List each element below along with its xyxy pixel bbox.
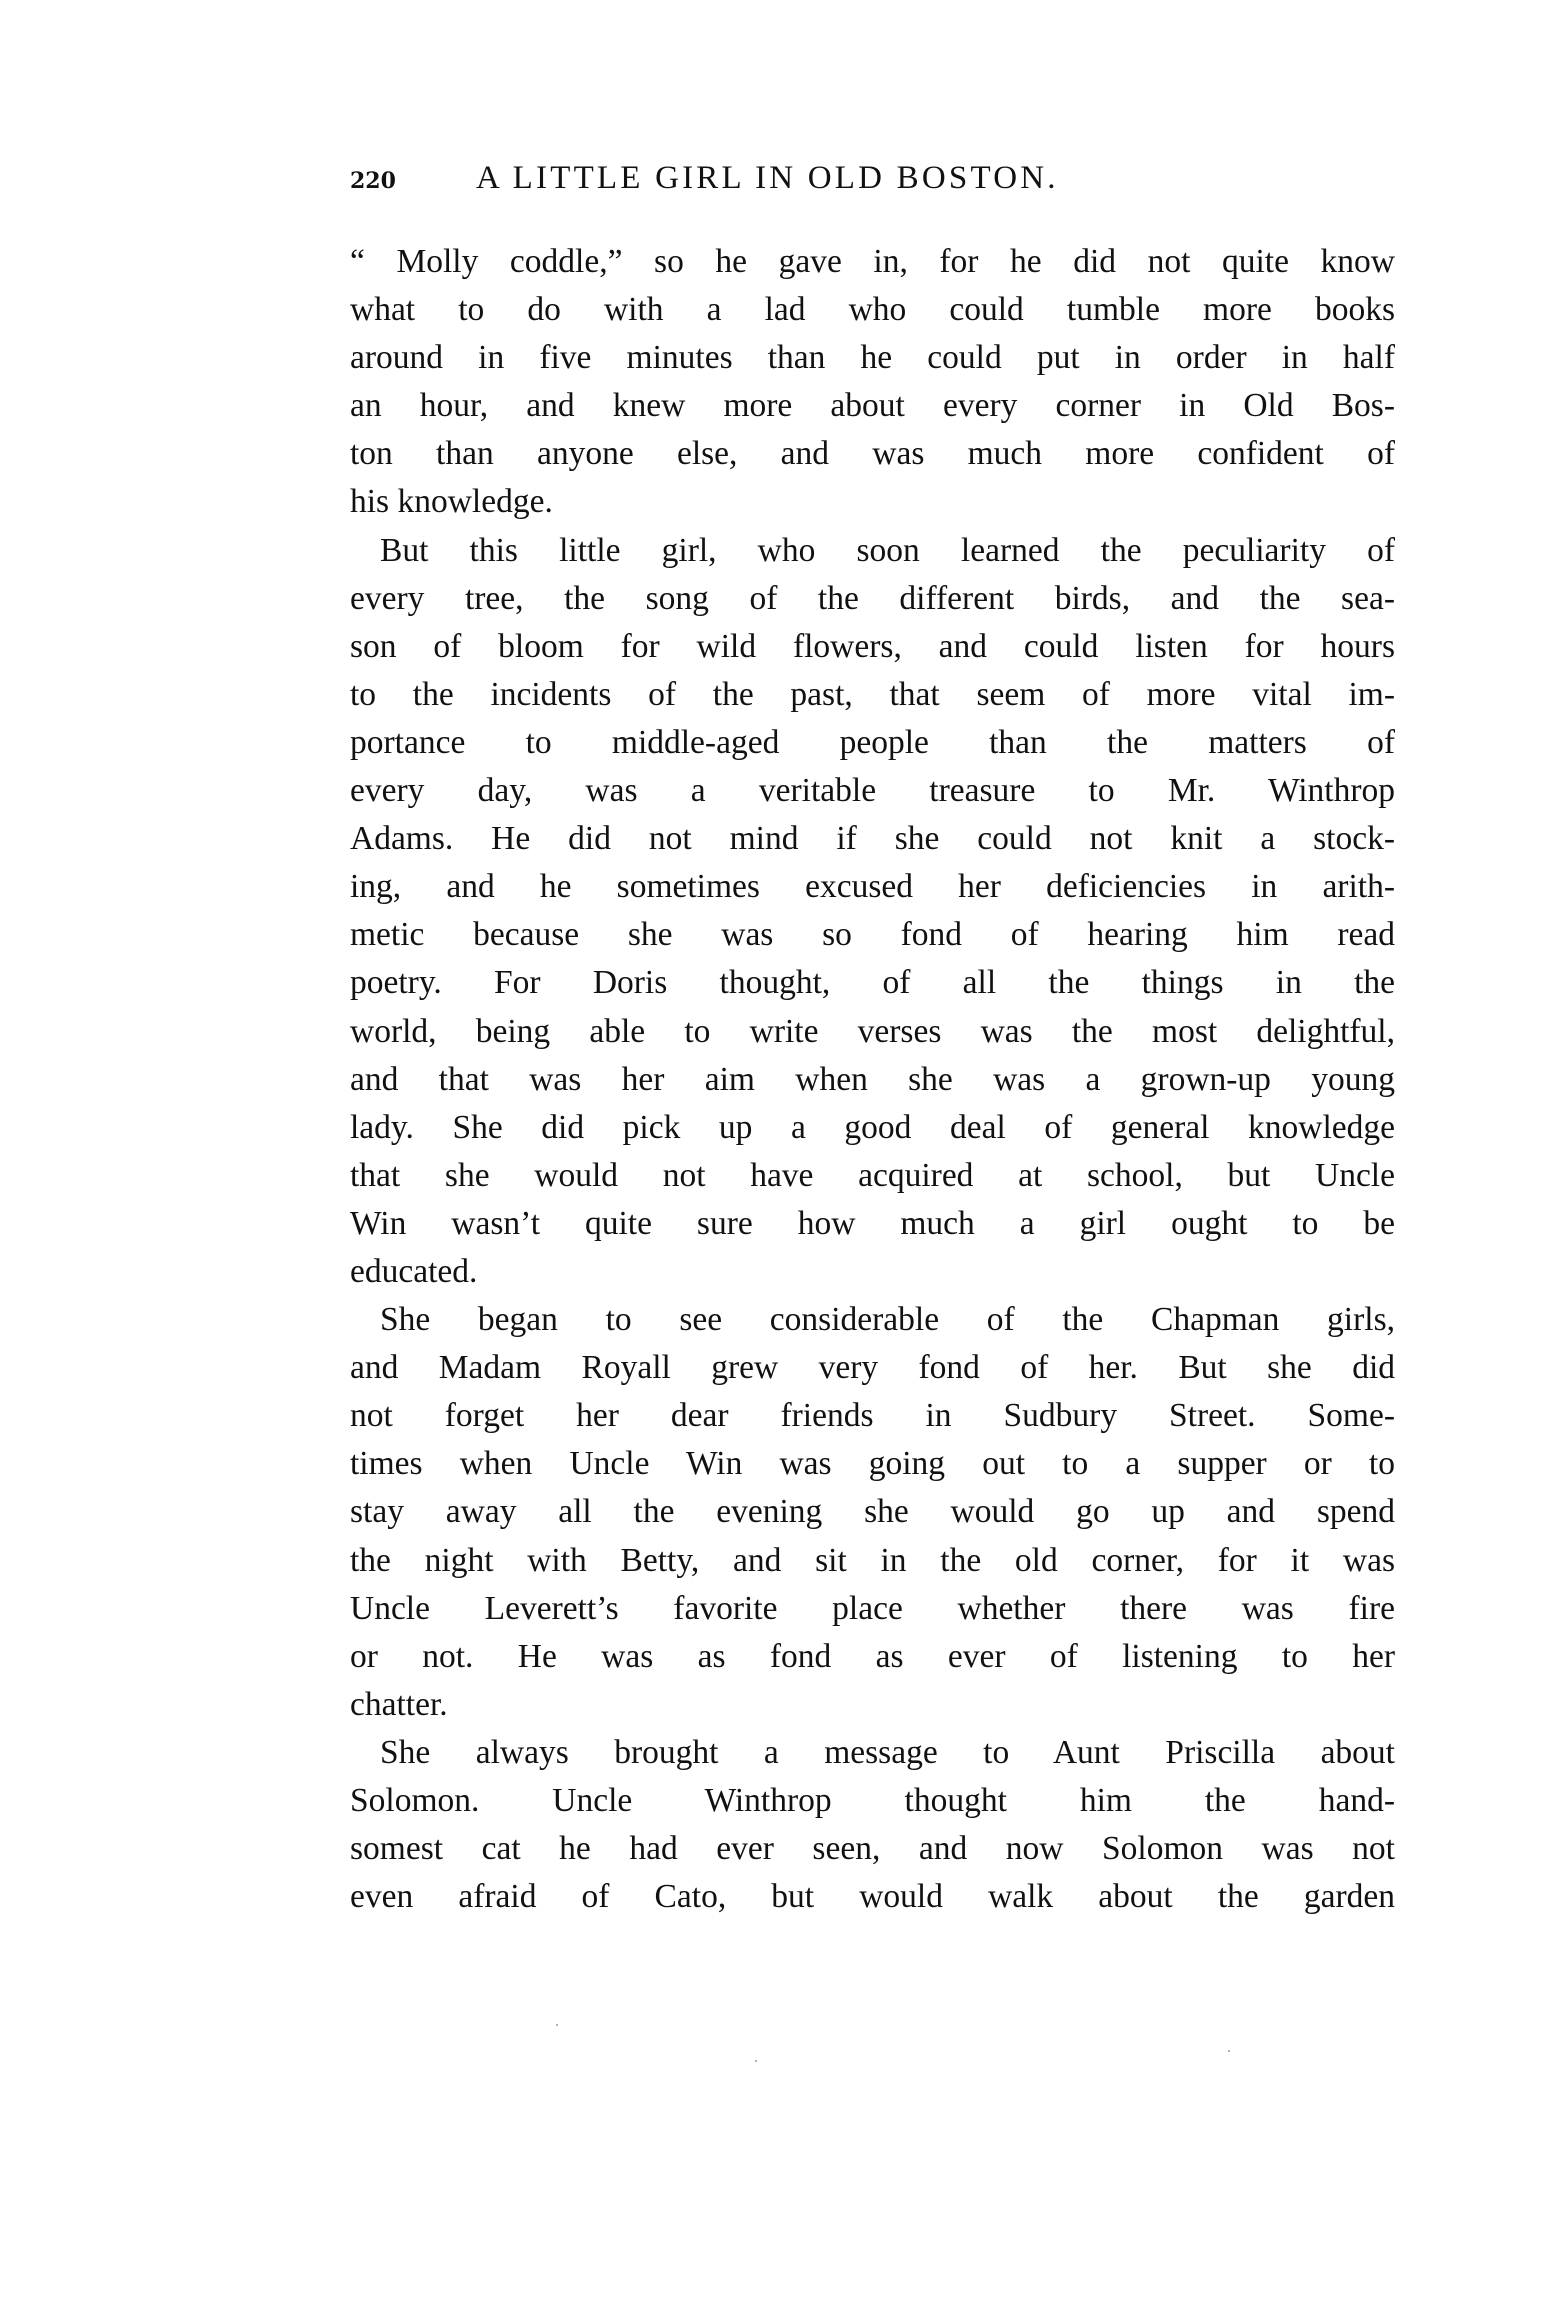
text-line: or not. He was as fond as ever of listening to her: [350, 1637, 1395, 1675]
text-line: stay away all the evening she would go up and spend: [350, 1493, 1395, 1531]
text-line: lady. She did pick up a good deal of general knowledge: [350, 1108, 1395, 1146]
text-line: times when Uncle Win was going out to a supper or to: [350, 1445, 1395, 1483]
text-line: poetry. For Doris thought, of all the things in the: [350, 964, 1395, 1002]
paragraph: [350, 1296, 1395, 1729]
paragraph: [350, 1729, 1395, 1921]
text-line: every tree, the song of the different birds, and the sea-: [350, 579, 1395, 617]
text-line: and that was her aim when she was a grown-up young: [350, 1060, 1395, 1098]
text-line: Win wasn’t quite sure how much a girl ought to be: [350, 1204, 1395, 1242]
text-line: and Madam Royall grew very fond of her. But she did: [350, 1349, 1395, 1387]
text-line: Uncle Leverett’s favorite place whether there was fire: [350, 1589, 1395, 1627]
scan-speck: [1228, 2050, 1230, 2052]
paragraph: [350, 238, 1395, 527]
text-line: ing, and he sometimes excused her deficiencies in arith-: [350, 868, 1395, 906]
text-line: an hour, and knew more about every corner in Old Bos-: [350, 387, 1395, 425]
text-line: somest cat he had ever seen, and now Solomon was not: [350, 1830, 1395, 1868]
running-title: A LITTLE GIRL IN OLD BOSTON.: [476, 160, 1059, 196]
scan-speck: [556, 2024, 558, 2026]
text-line: Adams. He did not mind if she could not knit a stock-: [350, 820, 1395, 858]
paragraph: [350, 527, 1395, 1297]
text-line: But this little girl, who soon learned the peculiarity of: [380, 531, 1395, 569]
text-line: chatter.: [350, 1685, 448, 1723]
text-line: metic because she was so fond of hearing him read: [350, 916, 1395, 954]
text-line: every day, was a veritable treasure to Mr. Winthrop: [350, 772, 1395, 810]
text-line: son of bloom for wild flowers, and could listen for hours: [350, 627, 1395, 665]
text-line: She always brought a message to Aunt Priscilla about: [380, 1733, 1395, 1771]
text-line: not forget her dear friends in Sudbury Street. Some-: [350, 1397, 1395, 1435]
text-line: world, being able to write verses was the most delightful,: [350, 1012, 1395, 1050]
body-text: [350, 238, 1395, 1921]
text-line: Solomon. Uncle Winthrop thought him the hand-: [350, 1782, 1395, 1819]
text-line: portance to middle-aged people than the matters of: [350, 723, 1395, 761]
running-head: [350, 160, 1395, 200]
text-line: even afraid of Cato, but would walk about the garden: [350, 1878, 1395, 1916]
text-line: his knowledge.: [350, 483, 553, 521]
text-line: the night with Betty, and sit in the old corner, for it was: [350, 1541, 1395, 1579]
text-line: around in five minutes than he could put in order in half: [350, 339, 1395, 377]
text-line: that she would not have acquired at school, but Uncle: [350, 1156, 1395, 1194]
text-line: ton than anyone else, and was much more confident of: [350, 435, 1395, 473]
scan-speck: [755, 2060, 757, 2062]
text-line: what to do with a lad who could tumble more books: [350, 291, 1395, 329]
text-line: educated.: [350, 1252, 478, 1290]
page-number: 220: [350, 168, 396, 194]
text-line: She began to see considerable of the Chapman girls,: [380, 1301, 1395, 1339]
text-line: to the incidents of the past, that seem of more vital im-: [350, 675, 1395, 713]
text-line: “ Molly coddle,” so he gave in, for he did not quite know: [350, 243, 1395, 280]
